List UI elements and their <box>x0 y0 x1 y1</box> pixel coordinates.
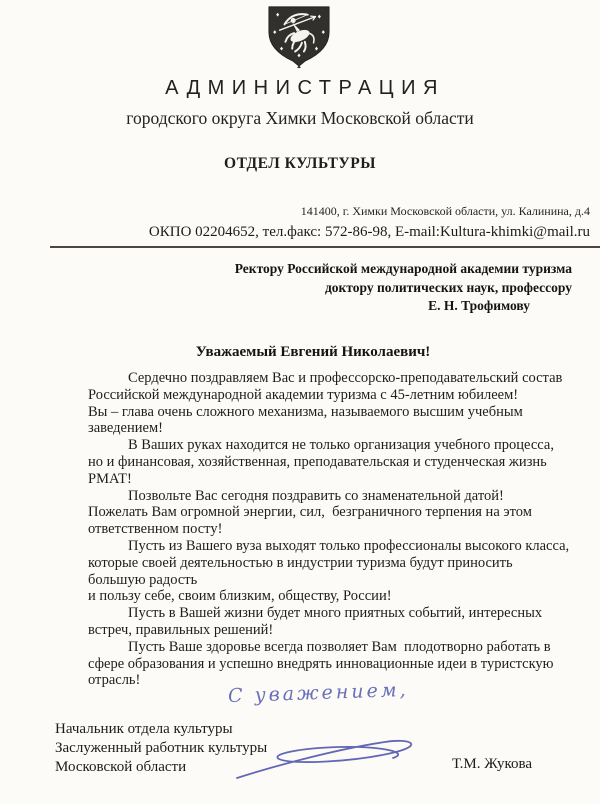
handwritten-closing: С уважением, <box>227 678 409 708</box>
signer-name: Т.М. Жукова <box>452 756 533 772</box>
salutation: Уважаемый Евгений Николаевич! <box>195 344 431 360</box>
body-line: Пусть из Вашего вуза выходят только профессионалы высокого класса, <box>128 537 570 554</box>
body-line: которые своей деятельностью в индустрии туризма будут приносить <box>88 554 513 571</box>
recipient-line: доктору политических наук, профессору <box>324 279 572 295</box>
signer-title-line: Московской области <box>55 758 187 775</box>
department-title: ОТДЕЛ КУЛЬТУРЫ <box>224 155 376 172</box>
body-line: ответственном посту! <box>88 521 223 538</box>
body-line: и пользу себе, своим близким, обществу, России! <box>88 588 392 605</box>
body-line: Пожелать Вам огромной энергии, сил, безграничного терпения на этом <box>88 504 532 521</box>
org-contacts: ОКПО 02204652, тел.факс: 572-86-98, E-mail:Kultura-khimki@mail.ru <box>148 224 590 240</box>
org-subtitle: городского округа Химки Московской области <box>126 108 474 128</box>
body-line: Российской международной академии туризма с 45-летним юбилеем! <box>88 386 519 403</box>
body-line: Пусть в Вашей жизни будет много приятных событий, интересных <box>128 605 543 622</box>
org-name: АДМИНИСТРАЦИЯ <box>165 77 445 99</box>
signer-title-line: Заслуженный работник культуры <box>55 739 268 756</box>
recipient-name: Е. Н. Трофимову <box>428 298 530 314</box>
recipient-block <box>235 260 572 316</box>
khimki-coat-of-arms-icon <box>263 4 335 68</box>
body-line: Пусть Ваше здоровье всегда позволяет Вам плодотворно работать в <box>128 638 551 655</box>
body-line: сфере образования и успешно внедрять инновационные идеи в туристскую <box>88 655 554 672</box>
signer-title-block <box>55 720 267 776</box>
letter-body <box>88 370 593 689</box>
body-line: большую радость <box>88 571 198 588</box>
letterhead-divider <box>50 246 600 248</box>
body-line: Вы – глава очень сложного механизма, называемого высшим учебным <box>88 403 523 420</box>
body-line: отрасль! <box>88 672 141 689</box>
signer-title-line: Начальник отдела культуры <box>55 721 233 737</box>
body-line: но и финансовая, хозяйственная, преподавательская и студенческая жизнь <box>88 453 547 470</box>
body-line: заведением! <box>88 420 163 437</box>
org-address: 141400, г. Химки Московской области, ул. Калинина, д.4 <box>300 204 590 218</box>
body-line: В Ваших руках находится не только организация учебного процесса, <box>128 437 554 454</box>
body-line: РМАТ! <box>88 470 132 487</box>
body-line: Сердечно поздравляем Вас и профессорско-преподавательский состав <box>128 370 563 386</box>
body-line: Позвольте Вас сегодня поздравить со знаменательной датой! <box>128 487 504 504</box>
recipient-line: Ректору Российской международной академии туризма <box>234 261 572 276</box>
body-line: встреч, правильных решений! <box>88 621 274 638</box>
